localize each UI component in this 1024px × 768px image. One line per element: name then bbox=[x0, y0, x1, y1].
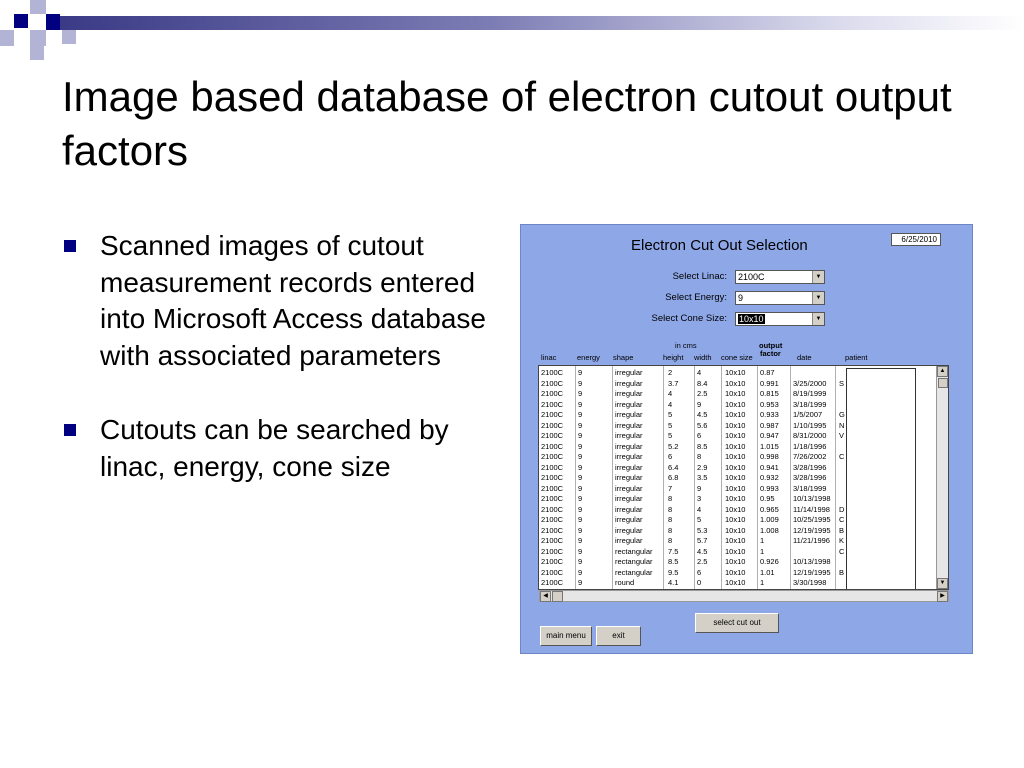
col-header-linac: linac bbox=[541, 353, 557, 362]
cell-height: 6.4 bbox=[668, 462, 679, 472]
cell-cone: 10x10 bbox=[725, 462, 746, 472]
cell-height: 4 bbox=[668, 399, 673, 409]
cell-factor: 0.932 bbox=[760, 473, 779, 482]
cell-linac: 2100C bbox=[541, 494, 564, 503]
cone-select-row bbox=[521, 312, 831, 326]
cell-shape: irregular bbox=[615, 389, 643, 398]
cell-height: 9.5 bbox=[668, 567, 679, 577]
col-header-cone-size: cone size bbox=[721, 353, 753, 362]
cell-patient: V bbox=[839, 431, 845, 440]
cell-cone: 10x10 bbox=[725, 483, 746, 493]
cell-factor: 0.947 bbox=[760, 431, 779, 440]
header-band bbox=[60, 16, 1024, 30]
cell-linac: 2100C bbox=[541, 483, 564, 493]
cell-energy: 9 bbox=[578, 504, 583, 514]
cell-date: 3/25/2000 bbox=[793, 378, 827, 388]
cell-cone: 10x10 bbox=[725, 389, 746, 398]
cell-linac: 2100C bbox=[541, 504, 564, 514]
cell-width: 9 bbox=[697, 483, 702, 493]
cell-linac: 2100C bbox=[541, 567, 564, 577]
cell-shape: irregular bbox=[615, 483, 643, 493]
cell-linac: 2100C bbox=[541, 378, 564, 388]
main-menu-button[interactable]: main menu bbox=[540, 626, 592, 646]
cell-factor: 1.015 bbox=[760, 441, 779, 451]
cell-width: 0 bbox=[697, 578, 702, 587]
cone-size-select[interactable] bbox=[735, 312, 825, 326]
cell-shape: round bbox=[615, 578, 635, 587]
cell-height: 8 bbox=[668, 525, 673, 535]
cell-date: 1/10/1995 bbox=[793, 420, 827, 430]
scroll-up-arrow-icon[interactable]: ▲ bbox=[937, 366, 948, 377]
cell-cone: 10x10 bbox=[725, 420, 746, 430]
cell-linac: 2100C bbox=[541, 473, 564, 482]
cell-energy: 9 bbox=[578, 515, 583, 524]
cell-factor: 1 bbox=[760, 578, 765, 587]
cell-shape: rectangular bbox=[615, 546, 653, 556]
energy-label: Select Energy: bbox=[665, 292, 727, 303]
cell-patient: S bbox=[839, 378, 845, 388]
cell-energy: 9 bbox=[578, 546, 583, 556]
cell-date: 10/13/1998 bbox=[793, 494, 831, 503]
cell-linac: 2100C bbox=[541, 462, 564, 472]
cell-date: 10/25/1995 bbox=[793, 515, 831, 524]
cell-date: 3/18/1999 bbox=[793, 483, 827, 493]
scrollbar-thumb-horizontal[interactable] bbox=[552, 591, 563, 602]
cell-cone: 10x10 bbox=[725, 525, 746, 535]
cell-width: 6 bbox=[697, 567, 702, 577]
bullet-list bbox=[64, 228, 494, 523]
cell-width: 8.5 bbox=[697, 441, 708, 451]
cell-date: 7/26/2002 bbox=[793, 452, 827, 461]
col-header-height: height bbox=[663, 353, 684, 362]
square-bullet-icon bbox=[64, 412, 100, 485]
cell-factor: 0.953 bbox=[760, 399, 779, 409]
cell-factor: 0.993 bbox=[760, 483, 779, 493]
cell-shape: irregular bbox=[615, 431, 643, 440]
cell-factor: 1.01 bbox=[760, 567, 775, 577]
chevron-down-icon[interactable]: ▼ bbox=[812, 313, 824, 325]
cell-date: 12/19/1995 bbox=[793, 525, 831, 535]
scrollbar-thumb[interactable] bbox=[938, 378, 948, 388]
cell-energy: 9 bbox=[578, 452, 583, 461]
cell-width: 9 bbox=[697, 399, 702, 409]
cell-width: 5 bbox=[697, 515, 702, 524]
cell-factor: 0.95 bbox=[760, 494, 775, 503]
cell-linac: 2100C bbox=[541, 515, 564, 524]
cell-height: 4 bbox=[668, 389, 673, 398]
cell-shape: irregular bbox=[615, 410, 643, 419]
bullet-text: Scanned images of cutout measurement records entered into Microsoft Access database with associated parameters bbox=[100, 230, 486, 371]
cutout-record-list[interactable] bbox=[538, 365, 949, 590]
cell-energy: 9 bbox=[578, 567, 583, 577]
cell-energy: 9 bbox=[578, 399, 583, 409]
cell-energy: 9 bbox=[578, 578, 583, 587]
cell-height: 3.7 bbox=[668, 378, 679, 388]
cell-height: 8.5 bbox=[668, 557, 679, 566]
cell-date: 11/21/1996 bbox=[793, 536, 830, 545]
cell-linac: 2100C bbox=[541, 557, 564, 566]
cell-factor: 0.926 bbox=[760, 557, 779, 566]
cell-shape: irregular bbox=[615, 420, 643, 430]
col-header-shape: shape bbox=[613, 353, 634, 362]
cell-height: 2 bbox=[668, 368, 673, 377]
cell-shape: irregular bbox=[615, 504, 643, 514]
cell-shape: rectangular bbox=[615, 557, 653, 566]
linac-select-row bbox=[521, 270, 831, 284]
energy-select[interactable] bbox=[735, 291, 825, 305]
cell-energy: 9 bbox=[578, 410, 583, 419]
cell-factor: 1 bbox=[760, 546, 765, 556]
slide-title: Image based database of electron cutout output factors bbox=[62, 73, 952, 174]
cell-energy: 9 bbox=[578, 525, 583, 535]
cell-width: 6 bbox=[697, 431, 702, 440]
cell-cone: 10x10 bbox=[725, 431, 746, 440]
cell-energy: 9 bbox=[578, 557, 583, 566]
cell-patient: N bbox=[839, 420, 845, 430]
cell-factor: 0.815 bbox=[760, 389, 779, 398]
electron-cutout-form bbox=[520, 224, 973, 654]
cell-date: 8/19/1999 bbox=[793, 389, 827, 398]
cell-patient: B bbox=[839, 567, 845, 577]
cell-cone: 10x10 bbox=[725, 546, 746, 556]
bullet-item bbox=[64, 228, 494, 374]
cell-shape: irregular bbox=[615, 378, 643, 388]
cell-cone: 10x10 bbox=[725, 494, 746, 503]
cell-shape: irregular bbox=[615, 536, 643, 545]
cell-width: 2.5 bbox=[697, 389, 708, 398]
cell-cone: 10x10 bbox=[725, 410, 746, 419]
cell-cone: 10x10 bbox=[725, 515, 746, 524]
cell-date: 3/30/1998 bbox=[793, 578, 827, 587]
square-bullet-icon bbox=[64, 228, 100, 374]
cell-height: 7 bbox=[668, 483, 673, 493]
col-header-energy: energy bbox=[577, 353, 600, 362]
cell-date: 3/28/1996 bbox=[793, 462, 827, 472]
exit-button[interactable]: exit bbox=[596, 626, 641, 646]
cell-height: 6 bbox=[668, 452, 673, 461]
cell-patient: C bbox=[839, 515, 845, 524]
cell-factor: 0.87 bbox=[760, 368, 775, 377]
cell-linac: 2100C bbox=[541, 578, 564, 587]
cell-height: 4.1 bbox=[668, 578, 679, 587]
cell-shape: irregular bbox=[615, 473, 643, 482]
energy-value: 9 bbox=[738, 293, 744, 303]
cell-width: 5.3 bbox=[697, 525, 708, 535]
cell-shape: irregular bbox=[615, 368, 643, 377]
cell-width: 8.4 bbox=[697, 378, 708, 388]
cell-width: 4 bbox=[697, 368, 702, 377]
cell-factor: 0.991 bbox=[760, 378, 779, 388]
cell-patient: C bbox=[839, 452, 845, 461]
cell-linac: 2100C bbox=[541, 399, 564, 409]
cell-cone: 10x10 bbox=[725, 504, 746, 514]
chevron-down-icon[interactable]: ▼ bbox=[812, 271, 824, 283]
cell-patient: D bbox=[839, 504, 845, 514]
cell-cone: 10x10 bbox=[725, 378, 746, 388]
cell-shape: irregular bbox=[615, 399, 643, 409]
horizontal-scrollbar[interactable] bbox=[539, 590, 949, 602]
cell-energy: 9 bbox=[578, 420, 583, 430]
cell-shape: irregular bbox=[615, 525, 643, 535]
cell-factor: 1 bbox=[760, 536, 765, 545]
cell-date: 8/31/2000 bbox=[793, 431, 827, 440]
cell-energy: 9 bbox=[578, 483, 583, 493]
cell-linac: 2100C bbox=[541, 410, 564, 419]
cell-height: 5 bbox=[668, 431, 673, 440]
cone-value: 10x10 bbox=[739, 314, 764, 324]
cell-factor: 0.998 bbox=[760, 452, 779, 461]
cell-cone: 10x10 bbox=[725, 399, 746, 409]
cell-linac: 2100C bbox=[541, 536, 564, 545]
cell-linac: 2100C bbox=[541, 441, 564, 451]
cell-factor: 0.965 bbox=[760, 504, 779, 514]
cell-date: 3/28/1996 bbox=[793, 473, 827, 482]
cell-cone: 10x10 bbox=[725, 557, 746, 566]
cell-height: 8 bbox=[668, 515, 673, 524]
cell-date: 1/18/1996 bbox=[793, 441, 827, 451]
vertical-scrollbar[interactable] bbox=[936, 366, 948, 589]
cell-linac: 2100C bbox=[541, 546, 564, 556]
cell-cone: 10x10 bbox=[725, 441, 746, 451]
cell-width: 3 bbox=[697, 494, 702, 503]
cell-shape: rectangular bbox=[615, 567, 653, 577]
cell-energy: 9 bbox=[578, 462, 583, 472]
form-title: Electron Cut Out Selection bbox=[631, 237, 808, 254]
cell-shape: irregular bbox=[615, 452, 643, 461]
cell-cone: 10x10 bbox=[725, 536, 746, 545]
cell-energy: 9 bbox=[578, 368, 583, 377]
cell-height: 5.2 bbox=[668, 441, 679, 451]
cell-width: 8 bbox=[697, 452, 702, 461]
cell-width: 4.5 bbox=[697, 546, 708, 556]
cell-cone: 10x10 bbox=[725, 567, 746, 577]
energy-select-row bbox=[521, 291, 831, 305]
cell-patient: C bbox=[839, 546, 845, 556]
cell-width: 5.7 bbox=[697, 536, 708, 545]
cone-label: Select Cone Size: bbox=[651, 313, 727, 324]
col-header-factor: factor bbox=[760, 349, 781, 358]
cell-patient: G bbox=[839, 410, 845, 419]
cell-patient: K bbox=[839, 536, 845, 545]
cell-date: 11/14/1998 bbox=[793, 504, 830, 514]
cell-linac: 2100C bbox=[541, 525, 564, 535]
cell-energy: 9 bbox=[578, 431, 583, 440]
cell-energy: 9 bbox=[578, 473, 583, 482]
cell-shape: irregular bbox=[615, 515, 643, 524]
scroll-right-arrow-icon[interactable]: ▶ bbox=[937, 591, 948, 602]
cell-cone: 10x10 bbox=[725, 368, 746, 377]
linac-value: 2100C bbox=[738, 272, 765, 282]
cell-linac: 2100C bbox=[541, 420, 564, 430]
cell-linac: 2100C bbox=[541, 452, 564, 461]
bullet-item bbox=[64, 412, 494, 485]
cell-factor: 0.933 bbox=[760, 410, 779, 419]
cell-shape: irregular bbox=[615, 441, 643, 451]
select-cut-out-button[interactable]: select cut out bbox=[695, 613, 779, 633]
linac-select[interactable] bbox=[735, 270, 825, 284]
scroll-left-arrow-icon[interactable]: ◀ bbox=[540, 591, 551, 602]
col-header-width: width bbox=[694, 353, 712, 362]
scroll-down-arrow-icon[interactable]: ▼ bbox=[937, 578, 948, 589]
cell-cone: 10x10 bbox=[725, 452, 746, 461]
cell-width: 3.5 bbox=[697, 473, 708, 482]
chevron-down-icon[interactable]: ▼ bbox=[812, 292, 824, 304]
cell-height: 8 bbox=[668, 536, 673, 545]
group-header-cms: in cms bbox=[675, 341, 697, 350]
cell-factor: 1.009 bbox=[760, 515, 779, 524]
col-header-patient: patient bbox=[845, 353, 868, 362]
cell-patient: B bbox=[839, 525, 845, 535]
cell-energy: 9 bbox=[578, 536, 583, 545]
cell-energy: 9 bbox=[578, 441, 583, 451]
cell-height: 7.5 bbox=[668, 546, 679, 556]
cell-height: 5 bbox=[668, 410, 673, 419]
cell-width: 4 bbox=[697, 504, 702, 514]
date-field: 6/25/2010 bbox=[891, 233, 941, 246]
cell-factor: 0.941 bbox=[760, 462, 779, 472]
cell-width: 4.5 bbox=[697, 410, 708, 419]
cell-shape: irregular bbox=[615, 494, 643, 503]
cell-height: 8 bbox=[668, 504, 673, 514]
cell-linac: 2100C bbox=[541, 431, 564, 440]
cell-date: 10/13/1998 bbox=[793, 557, 831, 566]
cell-height: 6.8 bbox=[668, 473, 679, 482]
cell-factor: 0.987 bbox=[760, 420, 779, 430]
linac-label: Select Linac: bbox=[672, 271, 727, 282]
col-header-output: output bbox=[759, 341, 783, 350]
bullet-text: Cutouts can be searched by linac, energy, cone size bbox=[100, 414, 449, 482]
cell-linac: 2100C bbox=[541, 368, 564, 377]
cell-height: 8 bbox=[668, 494, 673, 503]
cell-energy: 9 bbox=[578, 494, 583, 503]
cell-date: 12/19/1995 bbox=[793, 567, 831, 577]
cell-factor: 1.008 bbox=[760, 525, 779, 535]
cell-linac: 2100C bbox=[541, 389, 564, 398]
cell-energy: 9 bbox=[578, 389, 583, 398]
cell-date: 3/18/1999 bbox=[793, 399, 827, 409]
cell-width: 2.9 bbox=[697, 462, 708, 472]
cell-energy: 9 bbox=[578, 378, 583, 388]
cell-width: 5.6 bbox=[697, 420, 708, 430]
cell-date: 1/5/2007 bbox=[793, 410, 823, 419]
cell-height: 5 bbox=[668, 420, 673, 430]
cell-cone: 10x10 bbox=[725, 473, 746, 482]
cell-width: 2.5 bbox=[697, 557, 708, 566]
col-header-date: date bbox=[797, 353, 812, 362]
cell-shape: irregular bbox=[615, 462, 643, 472]
cell-cone: 10x10 bbox=[725, 578, 746, 587]
patient-image-panel bbox=[846, 368, 916, 590]
